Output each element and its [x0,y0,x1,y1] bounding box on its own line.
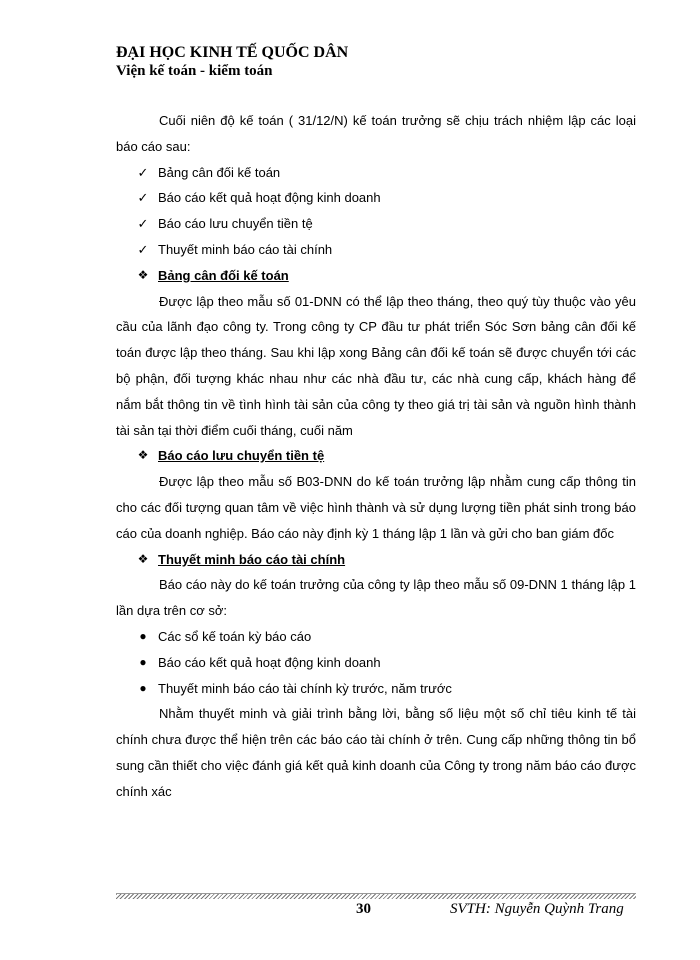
document-body [116,108,636,805]
check-icon: ✓ [137,190,149,206]
list-item-label: Báo cáo kết quả hoạt động kinh doanh [158,190,381,206]
diamond-icon: ❖ [137,551,149,566]
student-author: SVTH: Nguyễn Quỳnh Trang [450,901,624,917]
list-item [116,211,636,237]
list-item-label: Thuyết minh báo cáo tài chính kỳ trước, năm trước [158,680,452,696]
list-item-label: Báo cáo lưu chuyển tiền tệ [158,216,313,232]
list-item [116,185,636,211]
list-item-label: Bảng cân đối kế toán [158,164,281,180]
section-paragraph: Báo cáo này do kế toán trưởng của công ty lập theo mẫu số 09-DNN 1 tháng lập 1 lần dựa trên cơ sở: [116,577,636,619]
closing-paragraph: Nhằm thuyết minh và giải trình bằng lời, bằng số liệu một số chỉ tiêu kinh tế tài chính chưa được thể hiện trên các báo cáo tài chính ở trên. Cung cấp những thông tin bổ sung cần thiết cho việc đánh giá kết quả kinh doanh của Công ty trong năm báo cáo được chính xác [116,706,636,799]
list-item [116,676,636,702]
section-title: Bảng cân đối kế toán [158,267,289,283]
section-heading-balance-sheet [116,263,636,289]
diamond-icon: ❖ [137,267,149,282]
check-icon: ✓ [137,241,149,257]
list-item [116,237,636,263]
section-paragraph: Được lập theo mẫu số B03-DNN do kế toán trưởng lập nhằm cung cấp thông tin cho các đối tượng quan tâm về việc hình thành và sử dụng lượng tiền phát sinh trong báo cáo của doanh nghiệp. Báo cáo này định kỳ 1 tháng lập 1 lần và gửi cho ban giám đốc [116,474,636,541]
list-item-label: Thuyết minh báo cáo tài chính [158,241,333,257]
section-title: Thuyết minh báo cáo tài chính [158,551,346,567]
page-number: 30 [356,901,371,917]
list-item [116,624,636,650]
department-name: Viện kế toán - kiểm toán [116,63,273,79]
section-heading-financial-notes [116,547,636,573]
diamond-icon: ❖ [137,448,149,463]
report-list [116,160,636,263]
list-item [116,160,636,186]
list-item [116,650,636,676]
section-paragraph: Được lập theo mẫu số 01-DNN có thể lập theo tháng, theo quý tùy thuộc vào yêu cầu của lãnh đạo công ty. Trong công ty CP đầu tư phát triển Sóc Sơn bảng cân đối kế toán được lập theo tháng. Sau khi lập xong Bảng cân đối kế toán sẽ được chuyển tới các bộ phận, đối tượng khác nhau như các nhà đầu tư, các nhà cung cấp, khách hàng để nắm bắt thông tin về tình hình tài sản của công ty theo giá trị tài sản và nguồn hình thành tài sản tại thời điểm cuối tháng, cuối năm [116,293,636,438]
university-name: ĐẠI HỌC KINH TẾ QUỐC DÂN [116,44,349,61]
intro-paragraph: Cuối niên độ kế toán ( 31/12/N) kế toán trưởng sẽ chịu trách nhiệm lập các loại báo cáo sau: [116,113,636,154]
bullet-icon: ● [139,654,147,669]
section-heading-cash-flow [116,443,636,469]
check-icon: ✓ [137,216,149,232]
bullet-icon: ● [139,628,147,643]
bullet-icon: ● [139,680,147,695]
check-icon: ✓ [137,164,149,180]
section-title: Báo cáo lưu chuyển tiền tệ [158,448,325,464]
footer-divider [116,893,636,899]
basis-list [116,624,636,701]
list-item-label: Báo cáo kết quả hoạt động kinh doanh [158,654,381,670]
page-header [116,44,348,80]
list-item-label: Các sổ kế toán kỳ báo cáo [158,628,312,644]
